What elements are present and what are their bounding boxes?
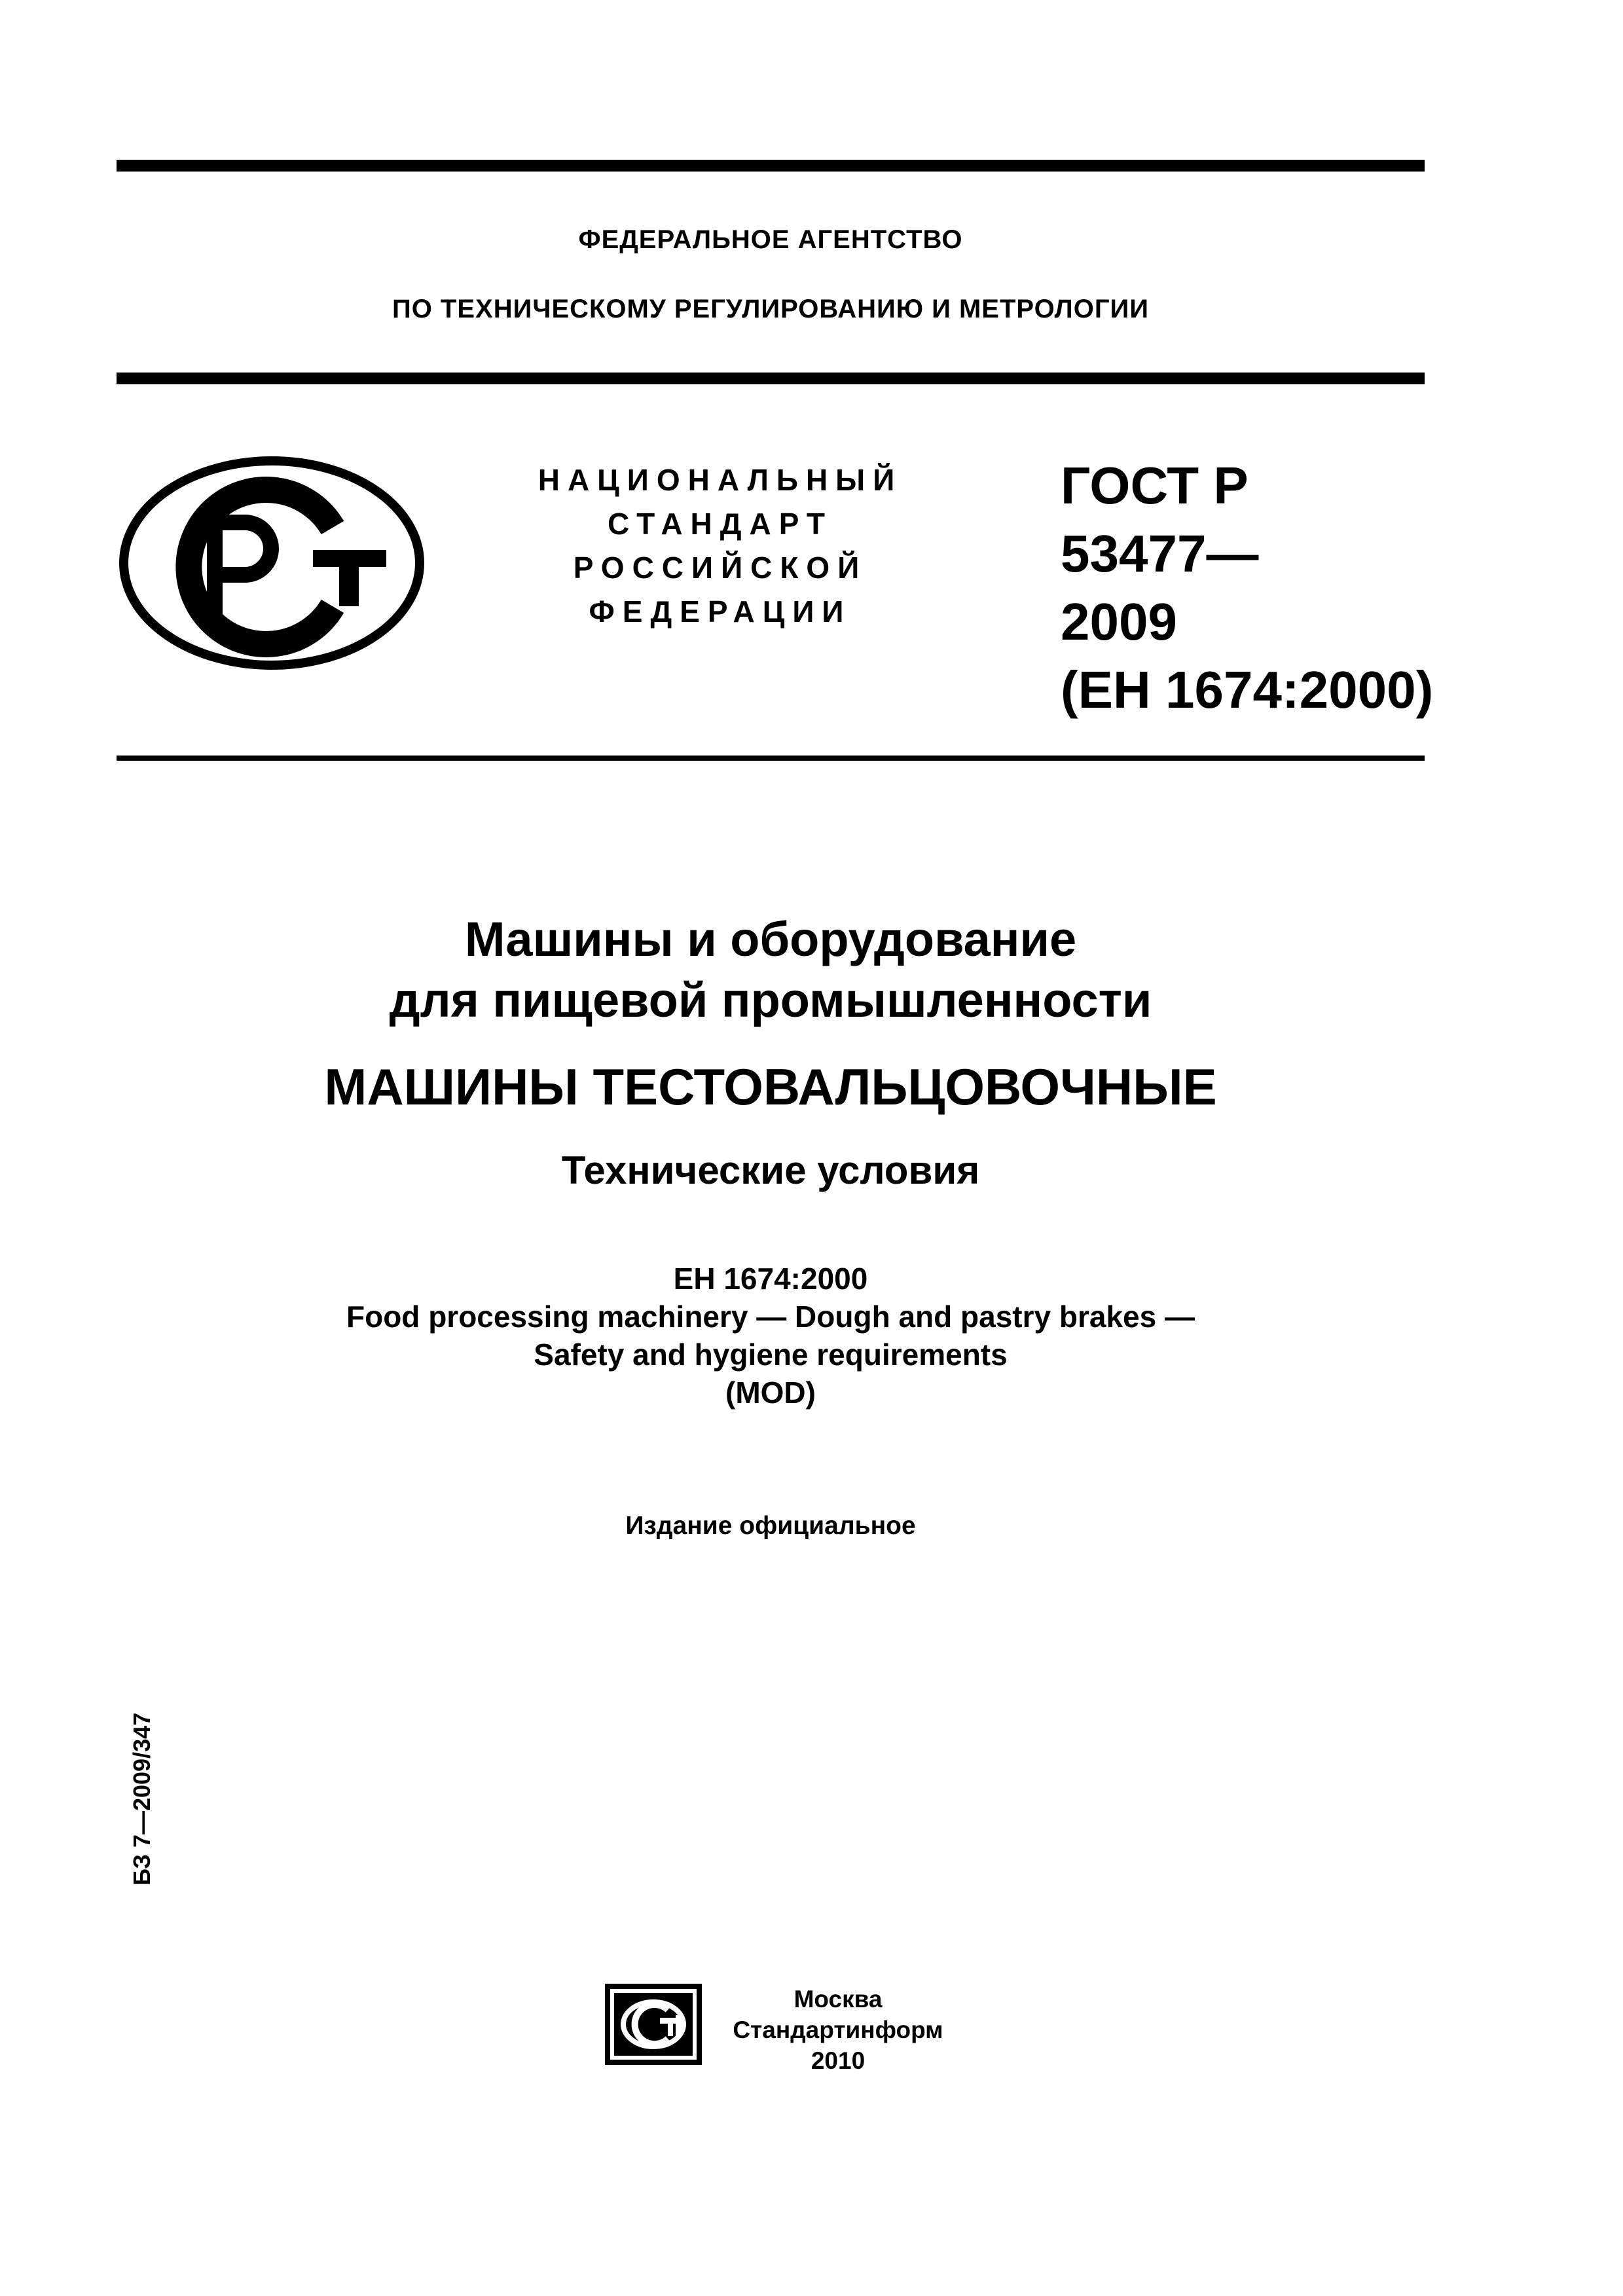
designation-line-3: 2009 <box>1061 592 1177 651</box>
publisher-city: Москва <box>793 1986 883 2013</box>
reference-line-2: Food processing machinery — Dough and pastry brakes — <box>346 1300 1195 1334</box>
agency-line-1: ФЕДЕРАЛЬНОЕ АГЕНТСТВО <box>578 225 963 254</box>
reference-line-4: (MOD) <box>725 1376 816 1410</box>
edition-label: Издание официальное <box>625 1512 916 1540</box>
rst-certification-mark-icon <box>117 452 427 674</box>
national-line-2: СТАНДАРТ <box>608 507 833 541</box>
document-category <box>117 909 1425 1030</box>
publisher-block <box>720 1984 956 2076</box>
header-rule <box>117 373 1425 384</box>
designation-line-1: ГОСТ Р <box>1061 456 1249 515</box>
standard-designation <box>1061 452 1434 724</box>
reference-line-1: ЕН 1674:2000 <box>673 1262 868 1296</box>
national-line-1: НАЦИОНАЛЬНЫЙ <box>538 463 903 497</box>
publisher-name: Стандартинформ <box>733 2016 943 2043</box>
top-rule <box>117 160 1425 172</box>
designation-line-4: (ЕН 1674:2000) <box>1061 661 1434 719</box>
reference-line-3: Safety and hygiene requirements <box>534 1338 1008 1372</box>
document-title: МАШИНЫ ТЕСТОВАЛЬЦОВОЧНЫЕ <box>324 1058 1217 1116</box>
document-subtitle: Технические условия <box>561 1148 980 1192</box>
standartinform-logo-icon <box>605 1984 702 2065</box>
reference-standard <box>117 1260 1425 1412</box>
category-line-2: для пищевой промышленности <box>389 973 1152 1027</box>
publisher-year: 2010 <box>811 2047 866 2074</box>
designation-rule <box>117 756 1425 761</box>
national-line-4: ФЕДЕРАЦИИ <box>589 594 852 629</box>
designation-line-2: 53477— <box>1061 524 1259 583</box>
agency-line-2: ПО ТЕХНИЧЕСКОМУ РЕГУЛИРОВАНИЮ И МЕТРОЛОГИИ <box>392 295 1150 323</box>
category-line-1: Машины и оборудование <box>464 912 1077 966</box>
side-code: БЗ 7—2009/347 <box>128 1712 155 1886</box>
national-standard-label <box>504 458 936 634</box>
national-line-3: РОССИЙСКОЙ <box>573 551 867 585</box>
